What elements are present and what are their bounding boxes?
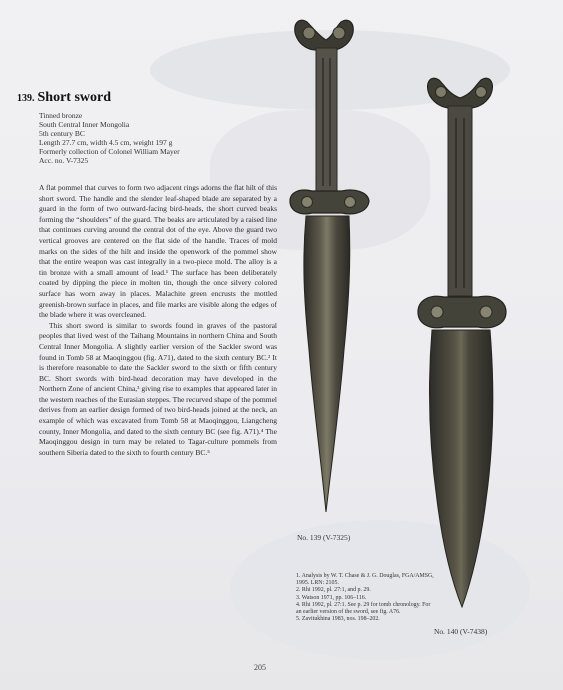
body-paragraph: A flat pommel that curves to form two adjacent rings adorns the flat hilt of this short sword. The handle and the slender leaf-shaped blade are separated by a guard in the form of two outward-facing bird-heads, the short curved beaks forming the “shoulders” of the guard. The beaks are articulated by a raised line that continues curving around the central dot of the eye. Above the guard two vertical grooves are centered on the flat side of the handle. Traces of mold marks on the sides of the hilt and inside the openwork of the pommel show that the entire weapon was cast integrally in a two-piece mold. The alloy is a tin bronze with a small amount of lead.¹ The surface has been deliberately coated by dipping the piece in molten tin, though the once silvery colored surface has worn away in places. Malachite green encrusts the mottled greenish-brown surface in places, and file marks are visible along the edges of the blade where it was overcleaned.	[39, 183, 277, 320]
footnote: 1. Analysis by W. T. Chase & J. G. Douglas, FGA/AMSG, 1995. LRN: 2105.	[296, 573, 434, 587]
footnotes	[296, 573, 436, 623]
spec-dimensions: Length 27.7 cm, width 4.5 cm, weight 197 g	[39, 137, 173, 147]
caption-sword-139: No. 139 (V-7325)	[297, 533, 351, 542]
spec-material: Tinned bronze	[39, 111, 83, 120]
spec-provenance: Formerly collection of Colonel William Mayer	[39, 146, 180, 156]
sword-no-139	[290, 20, 369, 512]
footnote: 3. Watson 1971, pp. 106–116.	[296, 594, 367, 601]
footnote: 4. Rhi 1992, pl. 27:1. See p. 29 for tomb chronology. For an earlier version of the sword, see fig. A76.	[296, 601, 431, 616]
page-number: 205	[254, 663, 266, 672]
entry-title: Short sword	[37, 90, 112, 105]
entry-number: 139.	[17, 93, 35, 104]
spec-date: 5th century BC	[39, 128, 85, 138]
caption-sword-140: No. 140 (V-7438)	[434, 627, 488, 636]
sword-no-140	[418, 78, 506, 607]
footnote: 2. Rhi 1992, pl. 27:1, and p. 29.	[296, 587, 371, 594]
spec-accession: Acc. no. V-7325	[39, 155, 89, 165]
footnote: 5. Zavitukhina 1983, nos. 198–202.	[296, 616, 380, 623]
body-paragraph: This short sword is similar to swords found in graves of the pastoral peoples that lived west of the Taihang Mountains in northern China and South Central Inner Mongolia. A slightly earlier version of the Sackler sword was found in Tomb 58 at Maoqinggou (fig. A71), dated to the sixth century BC.² It is therefore reasonable to date the Sackler sword to the sixth or fifth century BC. Short swords with bird-head decoration may have developed in the Northern Zone of ancient China,³ giving rise to examples that appeared later in the western reaches of the Eurasian steppes. The recurved shape of the pommel derives from an earlier design formed of two bird-heads joined at the neck, an example of which was excavated from Tomb 58 at Maoqinggou, Liangcheng county, Inner Mongolia, and dated to the sixth century BC (see fig. A71).⁴ The Maoqinggou design in turn may be related to Tagar-culture pommels from southern Siberia dated to the sixth to fourth century BC.⁵	[39, 320, 277, 457]
spec-region: South Central Inner Mongolia	[39, 119, 130, 129]
